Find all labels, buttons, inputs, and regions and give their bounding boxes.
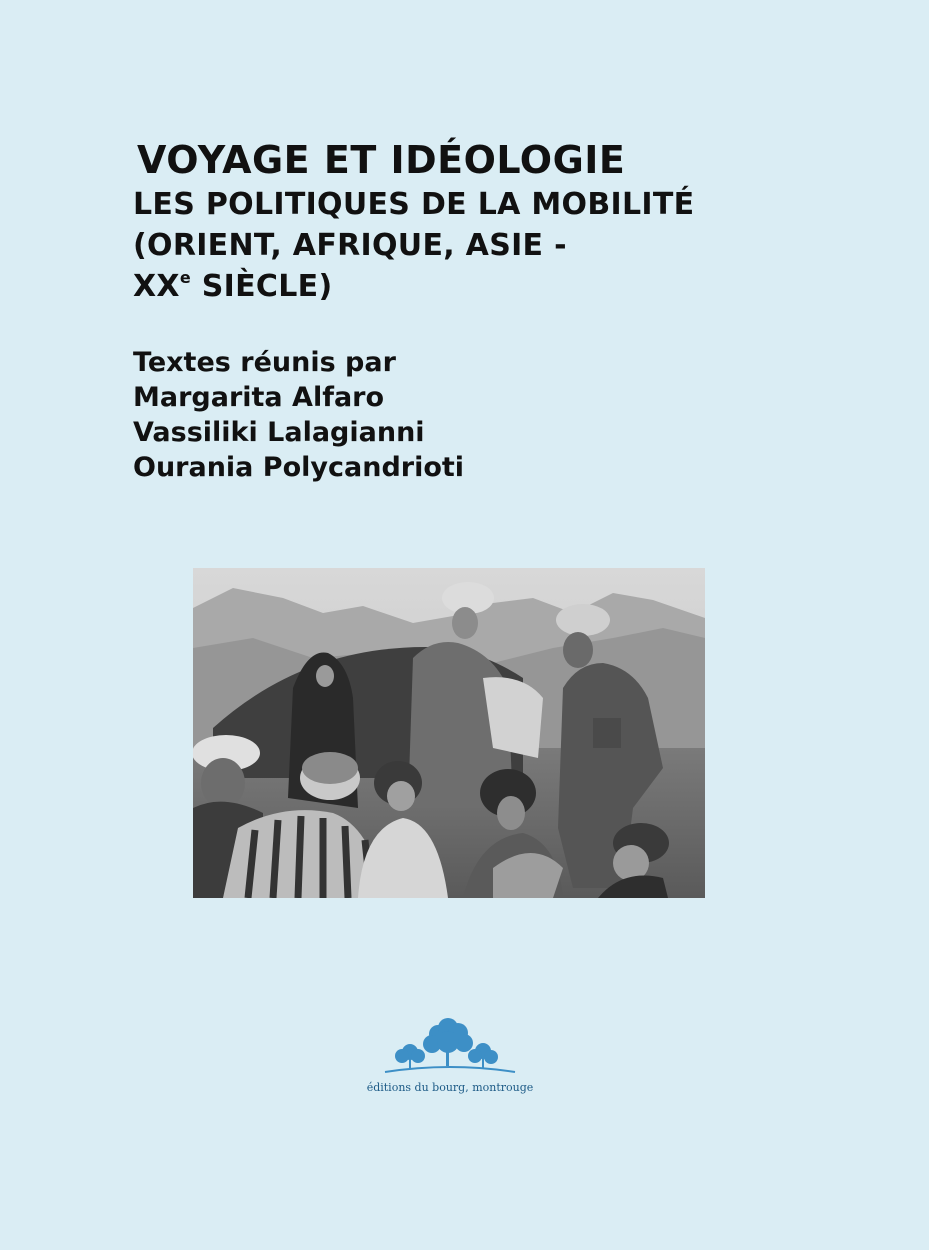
blue-trees-logo-icon: [380, 1018, 520, 1078]
subtitle-line-1: LES POLITIQUES DE LA MOBILITÉ: [133, 187, 695, 222]
century-numeral: XX: [133, 269, 180, 304]
publisher-name: éditions du bourg, montrouge: [366, 1081, 534, 1094]
subtitle-line-2: (ORIENT, AFRIQUE, ASIE -: [133, 228, 567, 263]
editor-name: Margarita Alfaro: [133, 382, 385, 413]
editors-intro: Textes réunis par: [133, 347, 396, 378]
century-superscript: e: [179, 268, 192, 287]
book-title: VOYAGE ET IDÉOLOGIE: [137, 138, 626, 182]
cover-photo: [193, 568, 705, 898]
century-word: SIÈCLE): [191, 269, 333, 304]
subtitle-line-3: [133, 266, 833, 307]
editor-name: Ourania Polycandrioti: [133, 452, 465, 483]
editors-block: [133, 345, 464, 485]
title-block: [133, 136, 833, 307]
cover-photo-image: [193, 568, 705, 898]
editor-name: Vassiliki Lalagianni: [133, 417, 425, 448]
